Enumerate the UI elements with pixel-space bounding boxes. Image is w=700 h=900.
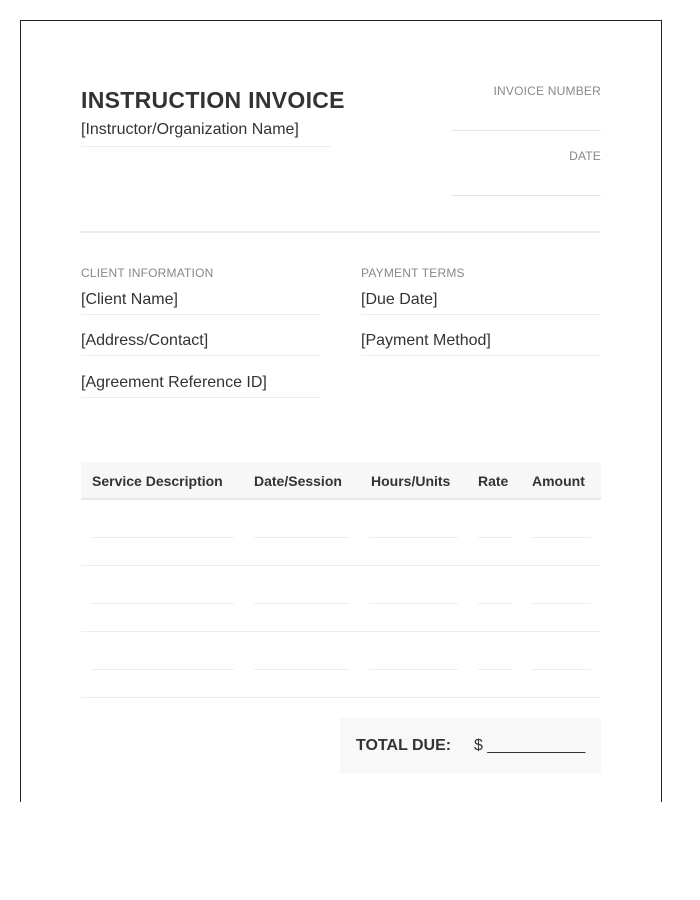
client-information-label: CLIENT INFORMATION	[81, 266, 214, 280]
amount-cell[interactable]	[532, 603, 591, 604]
total-due-label: TOTAL DUE:	[356, 737, 452, 754]
invoice-number-label: INVOICE NUMBER	[493, 84, 601, 98]
table-header-row	[81, 462, 601, 500]
invoice-content	[81, 21, 601, 803]
amount-cell[interactable]	[532, 669, 591, 670]
header-divider	[81, 231, 601, 233]
header-service-description: Service Description	[92, 473, 223, 489]
date-session-cell[interactable]	[254, 537, 350, 538]
header-hours-units: Hours/Units	[371, 473, 451, 489]
client-name-field[interactable]: [Client Name]	[81, 291, 321, 315]
invoice-number-field[interactable]	[451, 130, 601, 131]
table-row	[81, 566, 601, 632]
amount-cell[interactable]	[532, 537, 591, 538]
total-due-value[interactable]: $ ___________	[474, 737, 586, 754]
payment-terms-label: PAYMENT TERMS	[361, 266, 465, 280]
rate-cell[interactable]	[478, 537, 512, 538]
header-rate: Rate	[478, 473, 509, 489]
date-label: DATE	[569, 149, 601, 163]
date-session-cell[interactable]	[254, 669, 350, 670]
service-description-cell[interactable]	[91, 603, 234, 604]
table-row	[81, 500, 601, 566]
due-date-field[interactable]: [Due Date]	[361, 291, 601, 315]
services-table	[81, 462, 601, 698]
header-date-session: Date/Session	[254, 473, 342, 489]
header-amount: Amount	[532, 473, 585, 489]
agreement-reference-field[interactable]: [Agreement Reference ID]	[81, 374, 321, 398]
invoice-page	[20, 20, 662, 802]
table-row	[81, 632, 601, 698]
rate-cell[interactable]	[478, 603, 512, 604]
service-description-cell[interactable]	[91, 537, 234, 538]
date-field[interactable]	[451, 195, 601, 196]
hours-units-cell[interactable]	[369, 603, 458, 604]
rate-cell[interactable]	[478, 669, 512, 670]
date-session-cell[interactable]	[254, 603, 350, 604]
hours-units-cell[interactable]	[369, 537, 458, 538]
invoice-title: INSTRUCTION INVOICE	[81, 87, 345, 113]
hours-units-cell[interactable]	[369, 669, 458, 670]
total-due-box	[340, 718, 601, 774]
organization-name-field[interactable]: [Instructor/Organization Name]	[81, 121, 331, 147]
payment-method-field[interactable]: [Payment Method]	[361, 332, 601, 356]
client-address-field[interactable]: [Address/Contact]	[81, 332, 321, 356]
service-description-cell[interactable]	[91, 669, 234, 670]
